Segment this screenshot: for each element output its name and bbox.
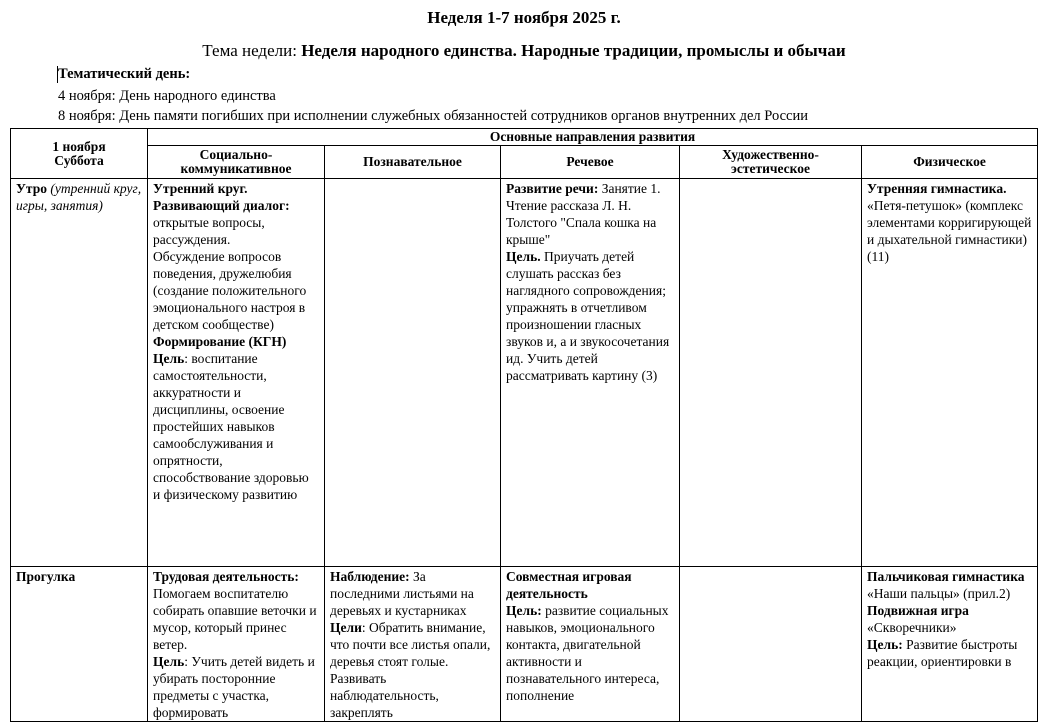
group-header: Основные направления развития: [148, 129, 1038, 146]
cognitive-cell: [325, 567, 501, 722]
cell-text: «Наши пальцы» (прил.2): [867, 586, 1011, 601]
cell-heading: Наблюдение:: [330, 569, 410, 584]
row-label: [11, 567, 148, 722]
table-row: [11, 179, 1038, 567]
cell-heading: Цели: [330, 620, 362, 635]
speech-cell: [501, 567, 680, 722]
thematic-day-2: 8 ноября: День памяти погибших при исполнении служебных обязанностей сотрудников органов внутренних дел России: [58, 108, 808, 124]
cell-heading: Пальчиковая гимнастика: [867, 569, 1025, 584]
column-header: Физическое: [862, 146, 1038, 179]
row-label: [11, 179, 148, 567]
thematic-day-label: Тематический день:: [58, 66, 191, 82]
theme-value: Неделя народного единства. Народные традиции, промыслы и обычаи: [301, 41, 846, 60]
column-header: Речевое: [501, 146, 680, 179]
social-cell: [148, 179, 325, 567]
thematic-day-1: 4 ноября: День народного единства: [58, 88, 276, 104]
cell-heading: Совместная игровая деятельность Цель:: [506, 569, 632, 618]
column-header: Социально- коммуникативное: [148, 146, 325, 179]
cell-text: «Скворечники»: [867, 620, 957, 635]
art-cell: [680, 179, 862, 567]
cell-heading: Цель:: [867, 637, 903, 652]
week-theme: [0, 41, 1048, 61]
cell-text: : Обратить внимание, что почти все листья опали, деревья стоят голые. Развивать наблюдательность, закреплять: [330, 620, 491, 720]
cell-text: : Учить детей видеть и убирать посторонние предметы с участка, формировать: [153, 654, 315, 720]
cell-text: За последними листьями на деревьях и кустарниках: [330, 569, 474, 618]
cell-text: Помогаем воспитателю собирать опавшие веточки и мусор, который принес ветер.: [153, 586, 317, 652]
cell-heading: Развитие речи:: [506, 181, 599, 196]
day-header-cell: 1 ноября Суббота: [11, 129, 148, 179]
physical-cell: [862, 179, 1038, 567]
row-label-title: Прогулка: [16, 569, 76, 584]
cell-heading: Утренняя гимнастика.: [867, 181, 1007, 196]
social-cell: [148, 567, 325, 722]
physical-cell: [862, 567, 1038, 722]
table-row: [11, 567, 1038, 722]
cell-heading: Утренний круг. Развивающий диалог:: [153, 181, 290, 213]
plan-table: [10, 128, 1038, 722]
column-header: Художественно- эстетическое: [680, 146, 862, 179]
cell-text: «Петя-петушок» (комплекс элементами корригирующей и дыхательной гимнастики) (11): [867, 198, 1032, 264]
row-label-title: Утро: [16, 181, 47, 196]
cell-text: открытые вопросы, рассуждения. Обсуждение вопросов поведения, дружелюбия (создание положительного эмоционального настроя в детском сообществе): [153, 215, 307, 332]
cell-heading: Подвижная игра: [867, 603, 969, 618]
art-cell: [680, 567, 862, 722]
row-label-note: (утренний круг, игры, занятия): [16, 181, 142, 213]
cognitive-cell: [325, 179, 501, 567]
cell-heading: Цель: [153, 654, 185, 669]
column-header: Познавательное: [325, 146, 501, 179]
cell-text: Развитие быстроты реакции, ориентировки в: [867, 637, 1018, 669]
cell-text: Занятие 1. Чтение рассказа Л. Н. Толстого "Спала кошка на крыше": [506, 181, 661, 247]
cell-heading: Формирование (КГН) Цель: [153, 334, 287, 366]
speech-cell: [501, 179, 680, 567]
theme-label: Тема недели:: [202, 41, 302, 60]
page-title: Неделя 1-7 ноября 2025 г.: [427, 8, 621, 27]
cell-text: Приучать детей слушать рассказ без наглядного сопровождения; упражнять в отчетливом произношении гласных звуков и, а и звукосочетания ид. Учить детей рассматривать картину (3): [506, 249, 670, 383]
cell-text: : воспитание самостоятельности, аккуратности и дисциплины, освоение простейших навыков самообслуживания и опрятности, способствование здоровью и физическому развитию: [153, 351, 309, 502]
cell-heading: Цель.: [506, 249, 541, 264]
cell-text: развитие социальных навыков, эмоционального контакта, двигательной активности и познавательного интереса, пополнение: [506, 603, 669, 703]
cell-heading: Трудовая деятельность:: [153, 569, 299, 584]
